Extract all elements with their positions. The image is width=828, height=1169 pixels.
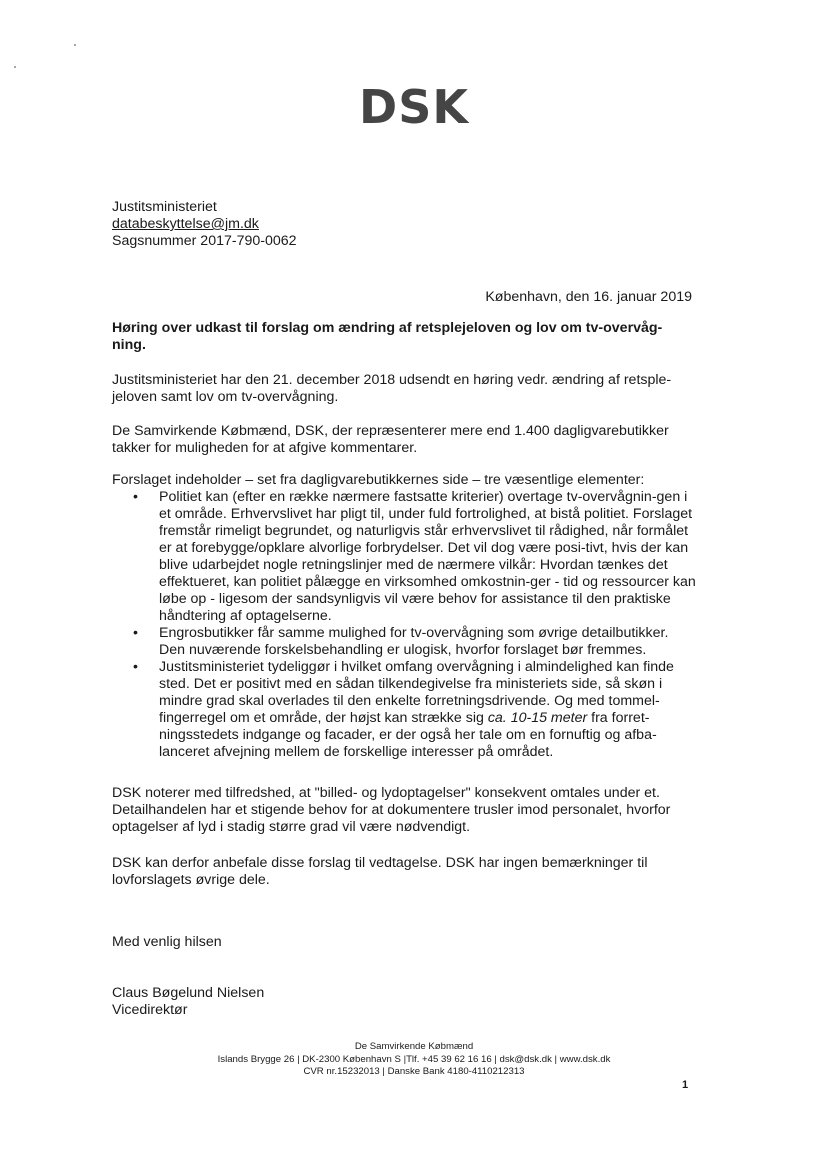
footer-org: De Samvirkende Købmænd [354, 1041, 474, 1052]
recipient-email-link[interactable]: databeskyttelse@jm.dk [112, 216, 259, 232]
bullet-icon: • [133, 659, 138, 675]
case-number: Sagsnummer 2017-790-0062 [112, 233, 297, 249]
dsk-logo: DSK [359, 80, 469, 134]
recipient-name: Justitsministeriet [112, 199, 217, 215]
page-number: 1 [682, 1079, 689, 1091]
closing-greeting: Med venlig hilsen [112, 934, 222, 950]
bullet-icon: • [133, 489, 138, 505]
list-item [112, 489, 696, 625]
paragraph-elements-intro: Forslaget indeholder – set fra dagligvarebutikkernes side – tre væsentlige elementer: [112, 472, 645, 488]
list-item-text-after: fra forret-ningsstedets indgange og facader, er der også her tale om en fornuftig og afba-lanceret afvejning mellem de forskellige interesser på området. [159, 710, 657, 760]
paragraph-recordings: DSK noterer med tilfredshed, at "billed- og lydoptagelser" konsekvent omtales under et. Detailhandelen har et stigende behov for at dokumentere trusler imod personalet, hvorfor optagelser af lyd i stadig større grad vil være nødvendigt. [112, 785, 671, 835]
list-item-text-before: Justitsministeriet tydeliggør i hvilket omfang overvågning i almindelighed kan finde sted. Det er positivt med en sådan tilkendegivelse fra ministeriets side, så skøn i mindre grad skal overlades til den enkelte forretningsdrivende. Og med tommel-fingerregel om et område, der højst kan strække sig [159, 659, 674, 726]
elements-list [112, 489, 696, 761]
letter-date: København, den 16. januar 2019 [485, 289, 692, 305]
bullet-icon: • [133, 625, 138, 641]
list-item-text: Engrosbutikker får samme mulighed for tv-overvågning som øvrige detailbutikker. Den nuværende forskelsbehandling er ulogisk, hvorfor forslaget bør fremmes. [159, 625, 669, 658]
list-item-text-italic: ca. 10-15 meter [487, 710, 588, 726]
recipient-block [112, 199, 297, 250]
signatory-title: Vicedirektør [112, 1002, 188, 1018]
list-item-text: Politiet kan (efter en række nærmere fastsatte kriterier) overtage tv-overvågnin-gen i et område. Erhvervslivet har pligt til, under fuld fortrolighed, at bistå politiet. Forslaget fremstår rimeligt begrundet, og naturligvis står erhvervslivet til rådighed, når formålet er at forebygge/opklare alvorlige forbrydelser. Det vil dog være posi-tivt, hvis der kan blive udarbejdet nogle retningslinjer med de nærmere vilkår: Hvordan tænkes det effektueret, kan politiet pålægge en virksomhed omkostnin-ger - tid og ressourcer kan løbe op - ligesom der sandsynligvis vil være behov for assistance til den praktiske håndtering af optagelserne. [159, 489, 696, 624]
signatory-name: Claus Bøgelund Nielsen [112, 985, 265, 1001]
signature-block [112, 985, 264, 1019]
letter-footer [0, 1041, 828, 1079]
paragraph-recommendation: DSK kan derfor anbefale disse forslag til vedtagelse. DSK har ingen bemærkninger til lovforslagets øvrige dele. [112, 855, 648, 888]
scan-speck [14, 66, 16, 68]
list-item [112, 625, 696, 659]
paragraph-hearing: Justitsministeriet har den 21. december 2018 udsendt en høring vedr. ændring af retsple-jeloven samt lov om tv-overvågning. [112, 372, 672, 405]
footer-address: Islands Brygge 26 | DK-2300 København S |Tlf. +45 39 62 16 16 | dsk@dsk.dk | www.dsk.dk [217, 1053, 611, 1065]
list-item [112, 659, 696, 761]
footer-cvr: CVR nr.15232013 | Danske Bank 4180-4110212313 [303, 1066, 525, 1077]
paragraph-dsk-intro: De Samvirkende Købmænd, DSK, der repræsenterer mere end 1.400 dagligvarebutikker takker for muligheden for at afgive kommentarer. [112, 423, 669, 456]
scan-speck [74, 44, 76, 46]
letter-subject: Høring over udkast til forslag om ændring af retsplejeloven og lov om tv-overvåg-ning. [112, 320, 663, 353]
